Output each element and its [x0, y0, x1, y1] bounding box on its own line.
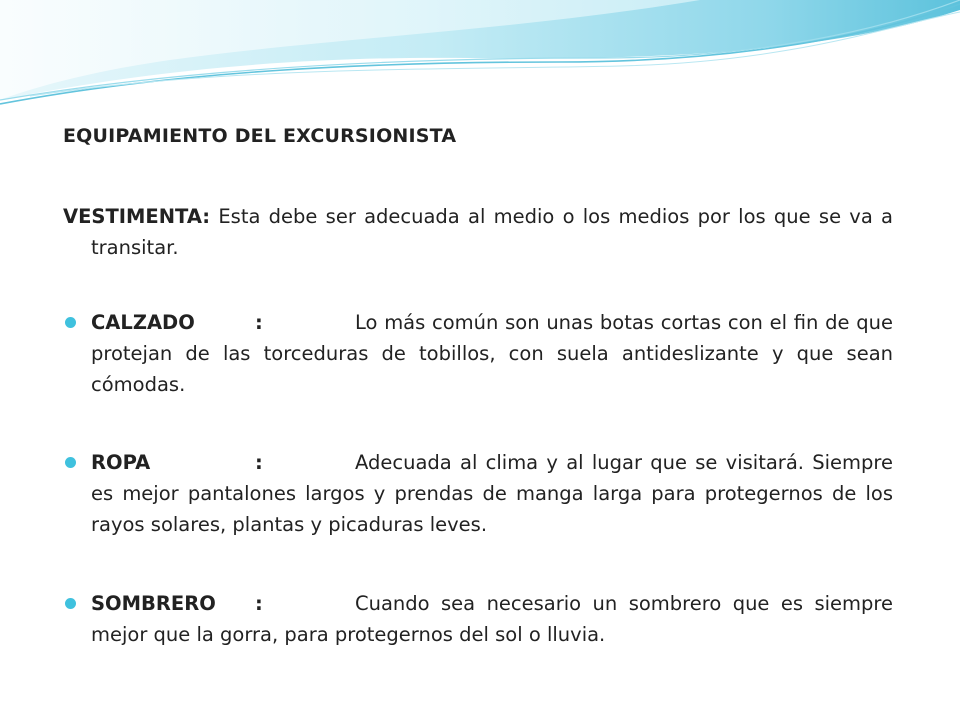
item-text: Cuando sea necesario un sombrero que es siempre mejor que la gorra, para protegernos del sol o lluvia. [91, 592, 893, 646]
bullet-icon [65, 598, 76, 609]
item-term: SOMBRERO [91, 592, 216, 615]
bullet-icon [65, 457, 76, 468]
bullet-icon [65, 317, 76, 328]
item-text: Lo más común son unas botas cortas con el fin de que protejan de las torceduras de tobillos, con suela antideslizante y que sean cómodas. [91, 311, 893, 396]
vestimenta-label: VESTIMENTA: [63, 205, 211, 228]
item-term: CALZADO [91, 311, 195, 334]
list-item-calzado [63, 307, 893, 400]
vestimenta-text: Esta debe ser adecuada al medio o los medios por los que se va a transitar. [91, 205, 893, 259]
item-text: Adecuada al clima y al lugar que se visitará. Siempre es mejor pantalones largos y prendas de manga larga para protegernos de los rayos solares, plantas y picaduras leves. [91, 451, 893, 536]
item-colon: : [255, 451, 263, 474]
item-term: ROPA [91, 451, 151, 474]
item-colon: : [255, 592, 263, 615]
list-item-sombrero [63, 588, 893, 650]
list-item-ropa [63, 447, 893, 540]
item-colon: : [255, 311, 263, 334]
slide-title: EQUIPAMIENTO DEL EXCURSIONISTA [63, 125, 457, 147]
decorative-wave-header [0, 0, 960, 130]
vestimenta-paragraph [63, 201, 893, 263]
